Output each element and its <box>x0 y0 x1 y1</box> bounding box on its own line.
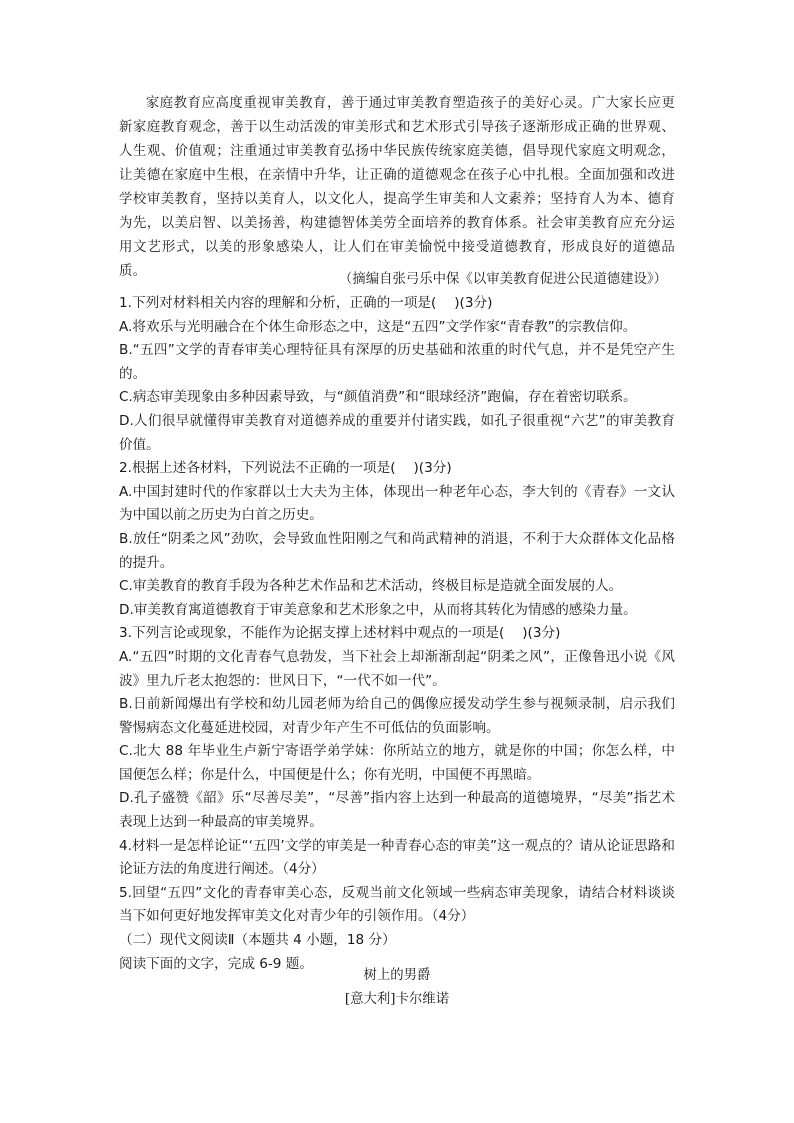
question-1-option-b: B.“五四”文学的青春审美心理特征具有深厚的历史基础和浓重的时代气息，并不是凭空产生的。 <box>119 342 675 382</box>
question-3-option-a: A.“五四”时期的文化青春气息勃发，当下社会上却渐渐刮起“阴柔之风”，正像鲁迅小说《风波》里九斤老太抱怨的：世风日下，“一代不如一代”。 <box>119 648 675 689</box>
question-1-option-a: A.将欢乐与光明融合在个体生命形态之中，这是“五四”文学作家“青春教”的宗教信仰。 <box>119 318 637 335</box>
question-2-option-c: C.审美教育的教育手段为各种艺术作品和艺术活动，终极目标是造就全面发展的人。 <box>119 578 623 595</box>
question-2-stem: 2.根据上述各材料，下列说法不正确的一项是( )(3分) <box>119 460 452 477</box>
question-3-option-b: B.日前新闻爆出有学校和幼儿园老师为给自己的偶像应援发动学生参与视频录制，启示我们警惕病态文化蔓延进校园，对青少年产生不可低估的负面影响。 <box>119 696 675 736</box>
question-5: 5.回望“五四”文化的青春审美心态，反观当前文化领域一些病态审美现象，请结合材料谈谈当下如何更好地发挥审美文化对青少年的引领作用。（4分） <box>119 884 675 925</box>
question-1-stem: 1.下列对材料相关内容的理解和分析，正确的一项是( )(3分) <box>119 295 493 311</box>
question-3-option-d: D.孔子盛赞《韶》乐“尽善尽美”，“尽善”指内容上达到一种最高的道德境界，“尽美”指艺术表现上达到一种最高的审美境界。 <box>119 790 675 831</box>
excerpt-source: （摘编自张弓乐中保《以审美教育促进公民道德建设》） <box>338 272 667 287</box>
question-4: 4.材料一是怎样论证“‘五四’文学的审美是一种青春心态的审美”这一观点的？请从论证思路和论证方法的角度进行阐述。（4分） <box>119 837 675 878</box>
question-list <box>119 292 675 976</box>
question-1-option-d: D.人们很早就懂得审美教育对道德养成的重要并付诸实践，如孔子很重视“六艺”的审美教育价值。 <box>119 412 675 453</box>
excerpt-paragraph: 家庭教育应高度重视审美教育，善于通过审美教育塑造孩子的美好心灵。广大家长应更新家庭教育观念，善于以生动活泼的审美形式和艺术形式引导孩子逐渐形成正确的世界观、人生观、价值观；注重通过审美教育弘扬中华民族传统家庭美德，倡导现代家庭文明观念，让美德在家庭中生根，在亲情中升华，让正确的道德观念在孩子心中扎根。全面加强和改进学校审美教育，坚持以美育人，以文化人，提高学生审美和人文素养；坚持育人为本、德育为先，以美启智、以美扬善，构建德智体美劳全面培养的教育体系。社会审美教育应充分运用文艺形式，以美的形象感染人，让人们在审美愉悦中接受道德教育，形成良好的道德品质。 <box>119 96 675 279</box>
story-title: 树上的男爵 <box>363 968 431 983</box>
section-heading: （二）现代文阅读Ⅱ（本题共 4 小题，18 分） <box>119 932 396 949</box>
question-3-stem: 3.下列言论或现象，不能作为论据支撑上述材料中观点的一项是( )(3分) <box>119 625 561 642</box>
question-1-option-c: C.病态审美现象由多种因素导致，与“颜值消费”和“眼球经济”跑偏，存在着密切联系。 <box>119 389 637 406</box>
story-author: [意大利]卡尔维诺 <box>344 992 450 1007</box>
question-2-option-a: A.中国封建时代的作家群以士大夫为主体，体现出一种老年心态，李大钊的《青春》一文认为中国以前之历史为白首之历史。 <box>119 483 675 524</box>
reading-instruction: 阅读下面的文字，完成 6-9 题。 <box>119 955 313 972</box>
question-2-option-b: B.放任“阴柔之风”劲吹，会导致血性阳刚之气和尚武精神的消退，不利于大众群体文化品格的提升。 <box>119 530 675 571</box>
question-3-option-c: C.北大 88 年毕业生卢新宁寄语学弟学妹：你所站立的地方，就是你的中国；你怎么样，中国便怎么样；你是什么，中国便是什么；你有光明，中国便不再黑暗。 <box>119 743 675 783</box>
question-2-option-d: D.审美教育寓道德教育于审美意象和艺术形象之中，从而将其转化为情感的感染力量。 <box>119 601 637 618</box>
excerpt-passage <box>119 92 675 284</box>
